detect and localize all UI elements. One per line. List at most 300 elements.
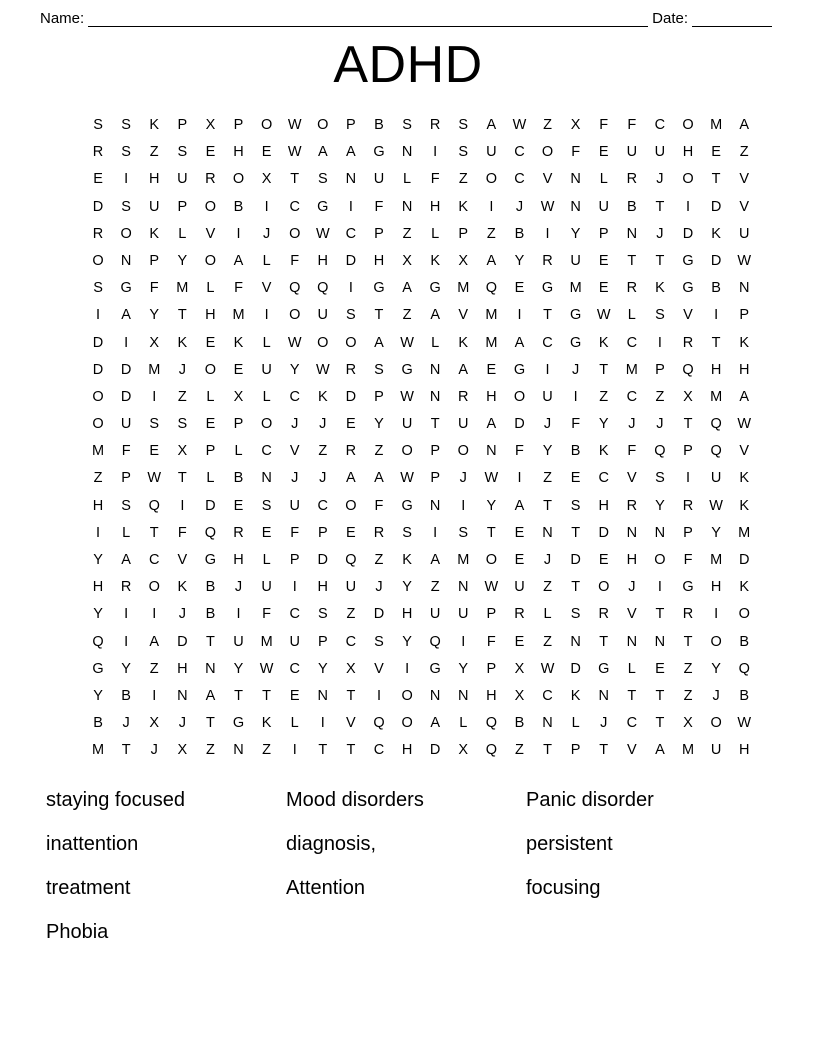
grid-cell[interactable]: W — [287, 144, 302, 161]
grid-cell[interactable]: W — [709, 497, 723, 514]
grid-cell[interactable]: I — [657, 579, 662, 596]
grid-cell[interactable]: U — [233, 633, 244, 650]
grid-cell[interactable]: Z — [599, 388, 609, 405]
grid-cell[interactable]: T — [543, 307, 552, 324]
grid-cell[interactable]: D — [514, 416, 525, 433]
grid-cell[interactable]: P — [683, 524, 693, 541]
grid-cell[interactable]: U — [710, 742, 722, 759]
grid-cell[interactable]: I — [545, 225, 550, 242]
grid-cell[interactable]: U — [598, 198, 609, 215]
grid-cell[interactable]: Q — [345, 552, 357, 568]
grid-cell[interactable]: N — [429, 388, 441, 405]
grid-cell[interactable]: J — [656, 416, 664, 433]
grid-cell[interactable]: A — [514, 334, 525, 351]
grid-cell[interactable]: N — [626, 524, 638, 541]
grid-cell[interactable]: T — [655, 198, 665, 215]
grid-cell[interactable]: W — [737, 252, 752, 269]
grid-cell[interactable]: V — [683, 307, 693, 324]
grid-cell[interactable]: P — [683, 443, 693, 460]
grid-cell[interactable]: I — [405, 660, 410, 677]
grid-cell[interactable]: I — [461, 633, 466, 650]
grid-cell[interactable]: Z — [346, 606, 356, 623]
grid-cell[interactable]: M — [92, 742, 105, 759]
grid-cell[interactable]: U — [654, 144, 666, 161]
grid-cell[interactable]: J — [600, 715, 608, 732]
grid-cell[interactable]: I — [517, 470, 522, 487]
grid-cell[interactable]: P — [430, 470, 440, 487]
grid-cell[interactable]: P — [458, 225, 469, 242]
word-list-item[interactable]: Panic disorder — [526, 789, 654, 811]
grid-cell[interactable]: O — [260, 117, 273, 133]
grid-cell[interactable]: N — [345, 171, 357, 188]
grid-cell[interactable]: V — [205, 225, 216, 242]
grid-cell[interactable]: M — [710, 388, 723, 405]
grid-cell[interactable]: R — [682, 334, 694, 351]
grid-cell[interactable]: D — [710, 198, 722, 215]
grid-cell[interactable]: B — [570, 443, 581, 460]
grid-cell[interactable]: Q — [485, 742, 497, 759]
grid-cell[interactable]: T — [711, 334, 721, 351]
grid-cell[interactable]: U — [542, 388, 553, 405]
grid-cell[interactable]: M — [485, 307, 498, 324]
grid-cell[interactable]: O — [260, 416, 273, 433]
grid-cell[interactable]: O — [682, 171, 694, 188]
grid-cell[interactable]: P — [374, 225, 384, 242]
grid-cell[interactable]: Q — [373, 715, 385, 732]
grid-cell[interactable]: Y — [402, 579, 412, 596]
grid-cell[interactable]: G — [541, 280, 554, 297]
grid-cell[interactable]: I — [152, 687, 157, 704]
grid-cell[interactable]: S — [570, 606, 581, 623]
grid-cell[interactable]: G — [232, 715, 245, 732]
grid-cell[interactable]: Y — [711, 660, 721, 677]
grid-cell[interactable]: E — [205, 334, 216, 351]
grid-cell[interactable]: I — [96, 307, 101, 324]
grid-cell[interactable]: O — [738, 606, 750, 623]
grid-cell[interactable]: I — [376, 687, 381, 704]
grid-cell[interactable]: F — [627, 117, 637, 133]
grid-cell[interactable]: J — [572, 361, 580, 378]
grid-cell[interactable]: T — [234, 687, 243, 704]
grid-cell[interactable]: D — [317, 552, 329, 568]
grid-cell[interactable]: S — [346, 307, 356, 324]
grid-cell[interactable]: L — [262, 252, 271, 269]
grid-cell[interactable]: N — [570, 171, 581, 188]
grid-cell[interactable]: Z — [655, 388, 665, 405]
grid-cell[interactable]: A — [374, 470, 384, 487]
grid-cell[interactable]: X — [233, 388, 244, 405]
grid-cell[interactable]: T — [346, 742, 356, 759]
grid-cell[interactable]: P — [598, 225, 609, 242]
grid-cell[interactable]: N — [570, 198, 581, 215]
grid-cell[interactable]: H — [177, 660, 188, 677]
grid-cell[interactable]: X — [177, 443, 188, 460]
grid-cell[interactable]: T — [374, 307, 384, 324]
grid-cell[interactable]: T — [571, 524, 581, 541]
grid-cell[interactable]: V — [542, 171, 553, 188]
grid-cell[interactable]: T — [599, 742, 609, 759]
grid-cell[interactable]: M — [738, 524, 751, 541]
grid-cell[interactable]: L — [543, 606, 552, 623]
grid-cell[interactable]: X — [205, 117, 216, 133]
grid-cell[interactable]: O — [317, 117, 329, 133]
grid-cell[interactable]: N — [738, 280, 750, 297]
grid-cell[interactable]: A — [233, 252, 244, 269]
grid-cell[interactable]: J — [628, 416, 636, 433]
grid-cell[interactable]: Z — [402, 307, 412, 324]
word-list-item[interactable]: diagnosis, — [286, 833, 377, 855]
grid-cell[interactable]: H — [317, 252, 329, 269]
grid-cell[interactable]: Y — [317, 660, 328, 677]
grid-cell[interactable]: F — [121, 443, 131, 460]
grid-cell[interactable]: U — [458, 416, 469, 433]
grid-cell[interactable]: H — [148, 171, 160, 188]
grid-cell[interactable]: E — [289, 687, 300, 704]
grid-cell[interactable]: T — [599, 633, 609, 650]
grid-cell[interactable]: F — [290, 524, 300, 541]
grid-cell[interactable]: C — [654, 117, 666, 133]
grid-cell[interactable]: C — [345, 225, 357, 242]
grid-cell[interactable]: D — [598, 524, 609, 541]
grid-cell[interactable]: L — [262, 334, 271, 351]
grid-cell[interactable]: N — [429, 497, 441, 514]
grid-cell[interactable]: J — [262, 225, 271, 242]
grid-cell[interactable]: P — [233, 117, 244, 133]
grid-cell[interactable]: R — [458, 388, 469, 405]
grid-cell[interactable]: D — [92, 334, 104, 351]
grid-cell[interactable]: J — [319, 470, 327, 487]
grid-cell[interactable]: U — [401, 416, 413, 433]
grid-cell[interactable]: C — [514, 171, 525, 188]
grid-cell[interactable]: B — [205, 606, 216, 623]
grid-cell[interactable]: H — [92, 579, 104, 596]
grid-cell[interactable]: G — [317, 198, 329, 215]
grid-cell[interactable]: O — [485, 552, 497, 568]
grid-cell[interactable]: S — [121, 144, 131, 161]
grid-cell[interactable]: E — [205, 416, 216, 433]
grid-cell[interactable]: D — [570, 552, 581, 568]
grid-cell[interactable]: Y — [486, 497, 497, 514]
grid-cell[interactable]: K — [458, 198, 469, 215]
grid-cell[interactable]: N — [233, 742, 244, 759]
grid-cell[interactable]: Q — [682, 361, 694, 378]
word-list-item[interactable]: persistent — [526, 833, 613, 855]
grid-cell[interactable]: T — [205, 715, 215, 732]
grid-cell[interactable]: A — [121, 552, 131, 568]
grid-cell[interactable]: Y — [289, 361, 300, 378]
grid-cell[interactable]: W — [540, 660, 555, 677]
grid-cell[interactable]: G — [598, 660, 610, 677]
grid-cell[interactable]: Z — [683, 660, 693, 677]
grid-cell[interactable]: O — [289, 307, 301, 324]
grid-cell[interactable]: O — [710, 715, 722, 732]
grid-cell[interactable]: E — [233, 361, 244, 378]
grid-cell[interactable]: P — [486, 606, 497, 623]
grid-cell[interactable]: U — [710, 470, 722, 487]
grid-cell[interactable]: A — [458, 361, 469, 378]
grid-cell[interactable]: T — [486, 524, 496, 541]
grid-cell[interactable]: M — [681, 742, 695, 759]
grid-cell[interactable]: Z — [430, 579, 440, 596]
grid-cell[interactable]: Y — [177, 252, 188, 269]
grid-cell[interactable]: U — [458, 606, 469, 623]
grid-cell[interactable]: B — [121, 687, 131, 704]
grid-cell[interactable]: O — [317, 334, 329, 351]
grid-cell[interactable]: P — [570, 742, 581, 759]
grid-cell[interactable]: O — [92, 252, 104, 269]
grid-cell[interactable]: H — [429, 198, 441, 215]
grid-cell[interactable]: O — [92, 416, 104, 433]
grid-cell[interactable]: H — [486, 388, 497, 405]
grid-cell[interactable]: J — [656, 171, 664, 188]
grid-cell[interactable]: H — [373, 252, 385, 269]
grid-cell[interactable]: W — [540, 198, 555, 215]
grid-cell[interactable]: O — [401, 715, 413, 732]
grid-cell[interactable]: S — [177, 144, 188, 161]
grid-cell[interactable]: M — [485, 334, 498, 351]
grid-cell[interactable]: A — [486, 252, 497, 269]
grid-cell[interactable]: N — [626, 633, 638, 650]
grid-cell[interactable]: S — [570, 497, 581, 514]
grid-cell[interactable]: H — [626, 552, 638, 568]
grid-cell[interactable]: D — [738, 552, 750, 568]
grid-cell[interactable]: Y — [711, 524, 721, 541]
grid-cell[interactable]: A — [402, 280, 412, 297]
grid-cell[interactable]: H — [92, 497, 104, 514]
grid-cell[interactable]: T — [543, 497, 552, 514]
grid-cell[interactable]: J — [122, 715, 130, 732]
grid-cell[interactable]: H — [710, 361, 722, 378]
grid-cell[interactable]: O — [401, 443, 413, 460]
grid-cell[interactable]: G — [429, 660, 441, 677]
grid-cell[interactable]: X — [177, 742, 188, 759]
grid-cell[interactable]: J — [375, 579, 383, 596]
grid-cell[interactable]: Z — [177, 388, 187, 405]
grid-cell[interactable]: Q — [485, 715, 497, 732]
grid-cell[interactable]: P — [374, 388, 384, 405]
grid-cell[interactable]: Y — [458, 660, 469, 677]
grid-cell[interactable]: K — [570, 687, 581, 704]
grid-cell[interactable]: B — [233, 198, 244, 215]
grid-cell[interactable]: V — [458, 307, 469, 324]
grid-cell[interactable]: T — [290, 171, 300, 188]
grid-cell[interactable]: F — [430, 171, 440, 188]
grid-cell[interactable]: S — [458, 524, 469, 541]
grid-cell[interactable]: U — [373, 171, 385, 188]
date-blank-line[interactable] — [692, 12, 772, 27]
grid-cell[interactable]: R — [626, 497, 638, 514]
grid-cell[interactable]: F — [262, 606, 272, 623]
grid-cell[interactable]: A — [514, 497, 525, 514]
grid-cell[interactable]: E — [711, 144, 721, 161]
grid-cell[interactable]: N — [458, 579, 469, 596]
grid-cell[interactable]: H — [317, 579, 329, 596]
grid-cell[interactable]: J — [515, 198, 524, 215]
grid-cell[interactable]: L — [431, 225, 440, 242]
grid-cell[interactable]: O — [401, 687, 413, 704]
grid-cell[interactable]: X — [514, 687, 525, 704]
grid-cell[interactable]: O — [457, 443, 469, 460]
grid-cell[interactable]: T — [121, 742, 131, 759]
grid-cell[interactable]: Y — [514, 252, 525, 269]
grid-cell[interactable]: I — [264, 198, 269, 215]
grid-cell[interactable]: T — [655, 715, 665, 732]
grid-cell[interactable]: J — [178, 715, 186, 732]
grid-cell[interactable]: G — [682, 579, 694, 596]
grid-cell[interactable]: F — [599, 117, 609, 133]
grid-cell[interactable]: N — [570, 633, 581, 650]
word-list-item[interactable]: Mood disorders — [286, 789, 424, 811]
grid-cell[interactable]: L — [262, 552, 271, 568]
grid-cell[interactable]: T — [430, 416, 440, 433]
grid-cell[interactable]: Z — [149, 660, 159, 677]
grid-cell[interactable]: T — [711, 171, 721, 188]
grid-cell[interactable]: L — [178, 225, 187, 242]
grid-cell[interactable]: B — [739, 633, 750, 650]
grid-cell[interactable]: M — [710, 117, 723, 133]
grid-cell[interactable]: A — [486, 117, 497, 133]
grid-cell[interactable]: U — [317, 307, 329, 324]
grid-cell[interactable]: Q — [710, 416, 722, 433]
grid-cell[interactable]: J — [234, 579, 243, 596]
word-list-item[interactable]: focusing — [526, 877, 601, 899]
grid-cell[interactable]: W — [287, 334, 302, 351]
grid-cell[interactable]: N — [458, 687, 469, 704]
grid-cell[interactable]: A — [430, 715, 440, 732]
grid-cell[interactable]: D — [120, 361, 132, 378]
word-list-item[interactable]: Phobia — [46, 921, 109, 943]
grid-cell[interactable]: S — [402, 117, 412, 133]
word-list-item[interactable]: Attention — [286, 877, 365, 899]
grid-cell[interactable]: E — [598, 552, 609, 568]
grid-cell[interactable]: U — [289, 633, 300, 650]
grid-cell[interactable]: I — [152, 388, 157, 405]
grid-cell[interactable]: O — [204, 361, 217, 378]
grid-cell[interactable]: K — [739, 470, 750, 487]
grid-cell[interactable]: U — [345, 579, 357, 596]
grid-cell[interactable]: P — [430, 443, 440, 460]
grid-cell[interactable]: S — [374, 361, 384, 378]
grid-cell[interactable]: E — [93, 171, 103, 188]
grid-cell[interactable]: J — [291, 416, 299, 433]
grid-cell[interactable]: N — [261, 470, 272, 487]
grid-cell[interactable]: I — [152, 606, 157, 623]
grid-cell[interactable]: U — [514, 579, 525, 596]
grid-cell[interactable]: J — [543, 552, 552, 568]
grid-cell[interactable]: T — [655, 252, 665, 269]
grid-cell[interactable]: W — [596, 307, 611, 324]
grid-cell[interactable]: F — [683, 552, 693, 568]
grid-cell[interactable]: J — [150, 742, 158, 759]
grid-cell[interactable]: Y — [233, 660, 244, 677]
grid-cell[interactable]: G — [513, 361, 526, 378]
grid-cell[interactable]: B — [374, 117, 384, 133]
grid-cell[interactable]: A — [739, 117, 750, 133]
grid-cell[interactable]: M — [625, 361, 638, 378]
grid-cell[interactable]: O — [345, 334, 357, 351]
grid-cell[interactable]: M — [710, 552, 723, 568]
grid-cell[interactable]: I — [124, 334, 129, 351]
grid-cell[interactable]: J — [712, 687, 720, 704]
grid-cell[interactable]: F — [234, 280, 243, 297]
grid-cell[interactable]: S — [121, 497, 131, 514]
grid-cell[interactable]: F — [515, 443, 524, 460]
grid-cell[interactable]: E — [598, 144, 609, 161]
grid-cell[interactable]: J — [319, 416, 327, 433]
grid-cell[interactable]: D — [92, 361, 104, 378]
grid-cell[interactable]: I — [292, 742, 297, 759]
grid-cell[interactable]: N — [654, 524, 666, 541]
grid-cell[interactable]: R — [598, 606, 609, 623]
grid-cell[interactable]: C — [289, 606, 300, 623]
grid-cell[interactable]: T — [318, 742, 328, 759]
grid-cell[interactable]: Q — [485, 280, 497, 297]
grid-cell[interactable]: V — [177, 552, 188, 568]
grid-cell[interactable]: F — [571, 144, 581, 161]
grid-cell[interactable]: A — [205, 687, 216, 704]
grid-cell[interactable]: C — [626, 715, 638, 732]
grid-cell[interactable]: D — [710, 252, 722, 269]
grid-cell[interactable]: Q — [92, 633, 104, 650]
grid-cell[interactable]: E — [570, 470, 581, 487]
grid-cell[interactable]: R — [626, 280, 638, 297]
grid-cell[interactable]: K — [149, 117, 160, 133]
grid-cell[interactable]: V — [374, 660, 384, 677]
grid-cell[interactable]: X — [514, 660, 525, 677]
grid-cell[interactable]: X — [683, 388, 693, 405]
grid-cell[interactable]: V — [739, 171, 750, 188]
grid-cell[interactable]: D — [345, 388, 357, 405]
grid-cell[interactable]: L — [599, 171, 608, 188]
grid-cell[interactable]: Y — [598, 416, 609, 433]
grid-cell[interactable]: S — [374, 633, 384, 650]
grid-cell[interactable]: X — [458, 742, 469, 759]
grid-cell[interactable]: K — [317, 388, 328, 405]
grid-cell[interactable]: P — [177, 117, 188, 133]
grid-cell[interactable]: S — [655, 307, 665, 324]
grid-cell[interactable]: Q — [204, 524, 217, 541]
grid-cell[interactable]: R — [345, 361, 357, 378]
grid-cell[interactable]: W — [400, 388, 414, 405]
grid-cell[interactable]: E — [261, 524, 272, 541]
grid-cell[interactable]: W — [315, 225, 330, 242]
grid-cell[interactable]: P — [289, 552, 300, 568]
grid-cell[interactable]: M — [92, 443, 105, 460]
grid-cell[interactable]: I — [124, 606, 129, 623]
grid-cell[interactable]: P — [177, 198, 188, 215]
grid-cell[interactable]: U — [570, 252, 581, 269]
grid-cell[interactable]: X — [149, 715, 160, 732]
grid-cell[interactable]: V — [739, 198, 750, 215]
grid-cell[interactable]: F — [149, 280, 159, 297]
grid-cell[interactable]: L — [290, 715, 299, 732]
grid-cell[interactable]: K — [261, 715, 272, 732]
grid-cell[interactable]: Q — [710, 443, 722, 460]
grid-cell[interactable]: T — [149, 524, 159, 541]
grid-cell[interactable]: I — [320, 715, 325, 732]
grid-cell[interactable]: N — [120, 252, 132, 269]
grid-cell[interactable]: L — [122, 524, 131, 541]
grid-cell[interactable]: W — [484, 470, 499, 487]
grid-cell[interactable]: I — [124, 633, 129, 650]
name-blank-line[interactable] — [88, 12, 648, 27]
grid-cell[interactable]: M — [232, 307, 245, 324]
grid-cell[interactable]: D — [429, 742, 441, 759]
grid-cell[interactable]: E — [205, 144, 216, 161]
grid-cell[interactable]: O — [485, 171, 497, 188]
grid-cell[interactable]: S — [121, 117, 131, 133]
grid-cell[interactable]: R — [542, 252, 553, 269]
